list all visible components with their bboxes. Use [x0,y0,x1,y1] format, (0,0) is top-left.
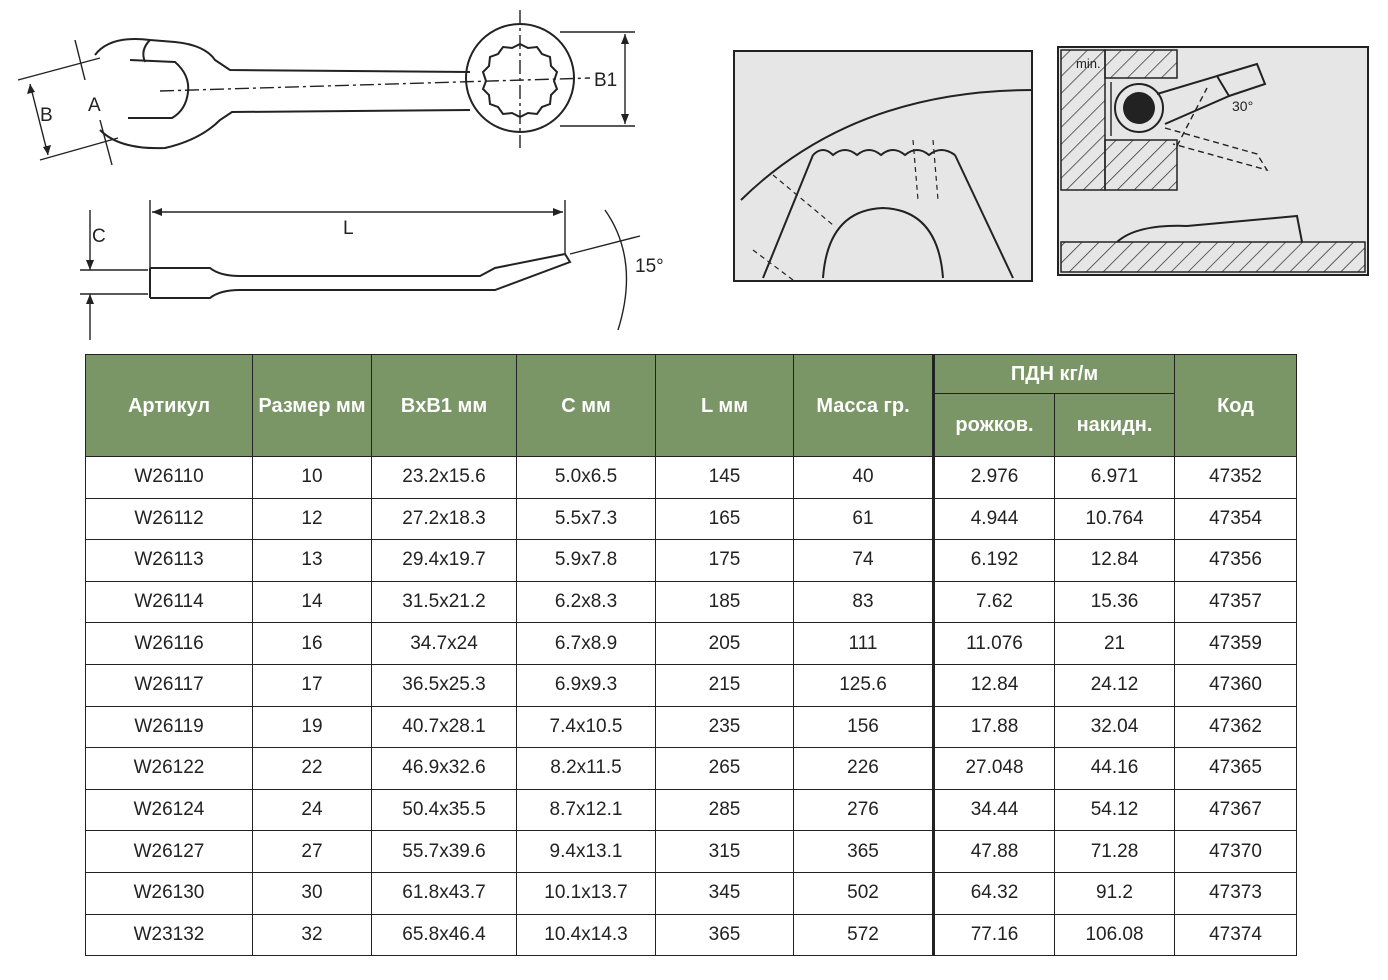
cell-article: W26117 [86,664,253,706]
cell-code: 47374 [1175,914,1297,956]
cell-code: 47362 [1175,706,1297,748]
cell-size: 12 [253,498,372,540]
table-row [86,706,1297,748]
dimension-label-b1: B1 [594,70,618,91]
table-row [86,748,1297,790]
cell-bxb1: 31.5x21.2 [372,581,517,623]
cell-article: W26112 [86,498,253,540]
cell-size: 27 [253,831,372,873]
cell-size: 16 [253,623,372,665]
header-pdn-open: рожков. [934,394,1055,457]
cell-l: 165 [656,498,794,540]
cell-mass: 74 [794,540,934,582]
cell-size: 30 [253,872,372,914]
angle-label-30: 30° [1232,98,1254,114]
header-l: L мм [656,355,794,457]
cell-pdn-ring: 54.12 [1055,789,1175,831]
cell-c: 6.2x8.3 [517,581,656,623]
cell-pdn-open: 77.16 [934,914,1055,956]
cell-l: 315 [656,831,794,873]
cell-c: 8.2x11.5 [517,748,656,790]
cell-article: W26113 [86,540,253,582]
cell-size: 22 [253,748,372,790]
cell-bxb1: 27.2x18.3 [372,498,517,540]
cell-bxb1: 50.4x35.5 [372,789,517,831]
cell-mass: 365 [794,831,934,873]
table-row [86,914,1297,956]
wrench-side-view-drawing [0,190,660,350]
cell-bxb1: 61.8x43.7 [372,872,517,914]
cell-size: 10 [253,457,372,499]
cell-size: 14 [253,581,372,623]
cell-pdn-ring: 12.84 [1055,540,1175,582]
header-code: Код [1175,355,1297,457]
table-row [86,789,1297,831]
cell-pdn-ring: 71.28 [1055,831,1175,873]
cell-article: W26124 [86,789,253,831]
cell-code: 47367 [1175,789,1297,831]
cell-article: W26127 [86,831,253,873]
cell-mass: 156 [794,706,934,748]
cell-pdn-ring: 91.2 [1055,872,1175,914]
cell-pdn-open: 47.88 [934,831,1055,873]
cell-mass: 40 [794,457,934,499]
cell-pdn-open: 12.84 [934,664,1055,706]
dimension-label-c: C [92,226,106,247]
cell-pdn-open: 7.62 [934,581,1055,623]
cell-bxb1: 55.7x39.6 [372,831,517,873]
cell-pdn-open: 64.32 [934,872,1055,914]
cell-code: 47365 [1175,748,1297,790]
cell-size: 17 [253,664,372,706]
cell-article: W26114 [86,581,253,623]
cell-article: W26116 [86,623,253,665]
cell-bxb1: 46.9x32.6 [372,748,517,790]
cell-article: W26122 [86,748,253,790]
cell-article: W23132 [86,914,253,956]
cell-c: 10.4x14.3 [517,914,656,956]
cell-l: 285 [656,789,794,831]
cell-mass: 125.6 [794,664,934,706]
cell-l: 145 [656,457,794,499]
table-row [86,623,1297,665]
cell-mass: 502 [794,872,934,914]
cell-bxb1: 23.2x15.6 [372,457,517,499]
cell-l: 345 [656,872,794,914]
header-mass: Масса гр. [794,355,934,457]
technical-drawings [0,0,1388,350]
cell-pdn-open: 4.944 [934,498,1055,540]
cell-article: W26110 [86,457,253,499]
cell-code: 47373 [1175,872,1297,914]
table-row [86,457,1297,499]
header-size: Размер мм [253,355,372,457]
cell-mass: 61 [794,498,934,540]
cell-c: 5.9x7.8 [517,540,656,582]
angle-label-15: 15° [635,256,664,277]
cell-size: 19 [253,706,372,748]
cell-code: 47359 [1175,623,1297,665]
cell-code: 47360 [1175,664,1297,706]
dimension-label-b: B [40,105,53,126]
cell-pdn-open: 27.048 [934,748,1055,790]
cell-c: 7.4x10.5 [517,706,656,748]
header-pdn-ring: накидн. [1055,394,1175,457]
cell-bxb1: 36.5x25.3 [372,664,517,706]
cell-l: 175 [656,540,794,582]
header-c: С мм [517,355,656,457]
cell-l: 215 [656,664,794,706]
cell-bxb1: 29.4x19.7 [372,540,517,582]
cell-mass: 276 [794,789,934,831]
cell-pdn-open: 2.976 [934,457,1055,499]
wrench-spec-table [85,354,1297,956]
cell-l: 235 [656,706,794,748]
cell-mass: 83 [794,581,934,623]
cell-l: 205 [656,623,794,665]
cell-pdn-open: 11.076 [934,623,1055,665]
cell-c: 10.1x13.7 [517,872,656,914]
cell-pdn-ring: 21 [1055,623,1175,665]
cell-c: 6.7x8.9 [517,623,656,665]
cell-bxb1: 34.7x24 [372,623,517,665]
header-bxb1: BxB1 мм [372,355,517,457]
cell-l: 265 [656,748,794,790]
cell-article: W26119 [86,706,253,748]
cell-pdn-ring: 10.764 [1055,498,1175,540]
cell-code: 47370 [1175,831,1297,873]
cell-bxb1: 40.7x28.1 [372,706,517,748]
cell-pdn-ring: 32.04 [1055,706,1175,748]
header-pdn-group: ПДН кг/м [934,355,1175,394]
cell-size: 32 [253,914,372,956]
cell-size: 13 [253,540,372,582]
dimension-label-l: L [343,218,354,239]
cell-mass: 111 [794,623,934,665]
table-row [86,831,1297,873]
cell-code: 47356 [1175,540,1297,582]
cell-c: 5.0x6.5 [517,457,656,499]
cell-l: 185 [656,581,794,623]
cell-pdn-ring: 106.08 [1055,914,1175,956]
cell-code: 47352 [1175,457,1297,499]
cell-c: 5.5x7.3 [517,498,656,540]
table-row [86,581,1297,623]
dimension-label-a: A [88,95,101,116]
min-clearance-label: min. [1076,56,1101,71]
cell-pdn-open: 6.192 [934,540,1055,582]
clearance-detail-panel [1057,46,1369,276]
cell-mass: 572 [794,914,934,956]
profile-detail-panel [733,50,1033,282]
cell-pdn-ring: 24.12 [1055,664,1175,706]
cell-pdn-ring: 15.36 [1055,581,1175,623]
cell-pdn-open: 34.44 [934,789,1055,831]
cell-l: 365 [656,914,794,956]
header-article: Артикул [86,355,253,457]
cell-pdn-ring: 44.16 [1055,748,1175,790]
cell-article: W26130 [86,872,253,914]
cell-code: 47354 [1175,498,1297,540]
cell-c: 6.9x9.3 [517,664,656,706]
cell-mass: 226 [794,748,934,790]
table-row [86,872,1297,914]
cell-c: 8.7x12.1 [517,789,656,831]
table-row [86,664,1297,706]
cell-code: 47357 [1175,581,1297,623]
cell-bxb1: 65.8x46.4 [372,914,517,956]
cell-pdn-ring: 6.971 [1055,457,1175,499]
spec-table-body [86,457,1297,956]
cell-pdn-open: 17.88 [934,706,1055,748]
table-row [86,498,1297,540]
table-row [86,540,1297,582]
cell-size: 24 [253,789,372,831]
cell-c: 9.4x13.1 [517,831,656,873]
